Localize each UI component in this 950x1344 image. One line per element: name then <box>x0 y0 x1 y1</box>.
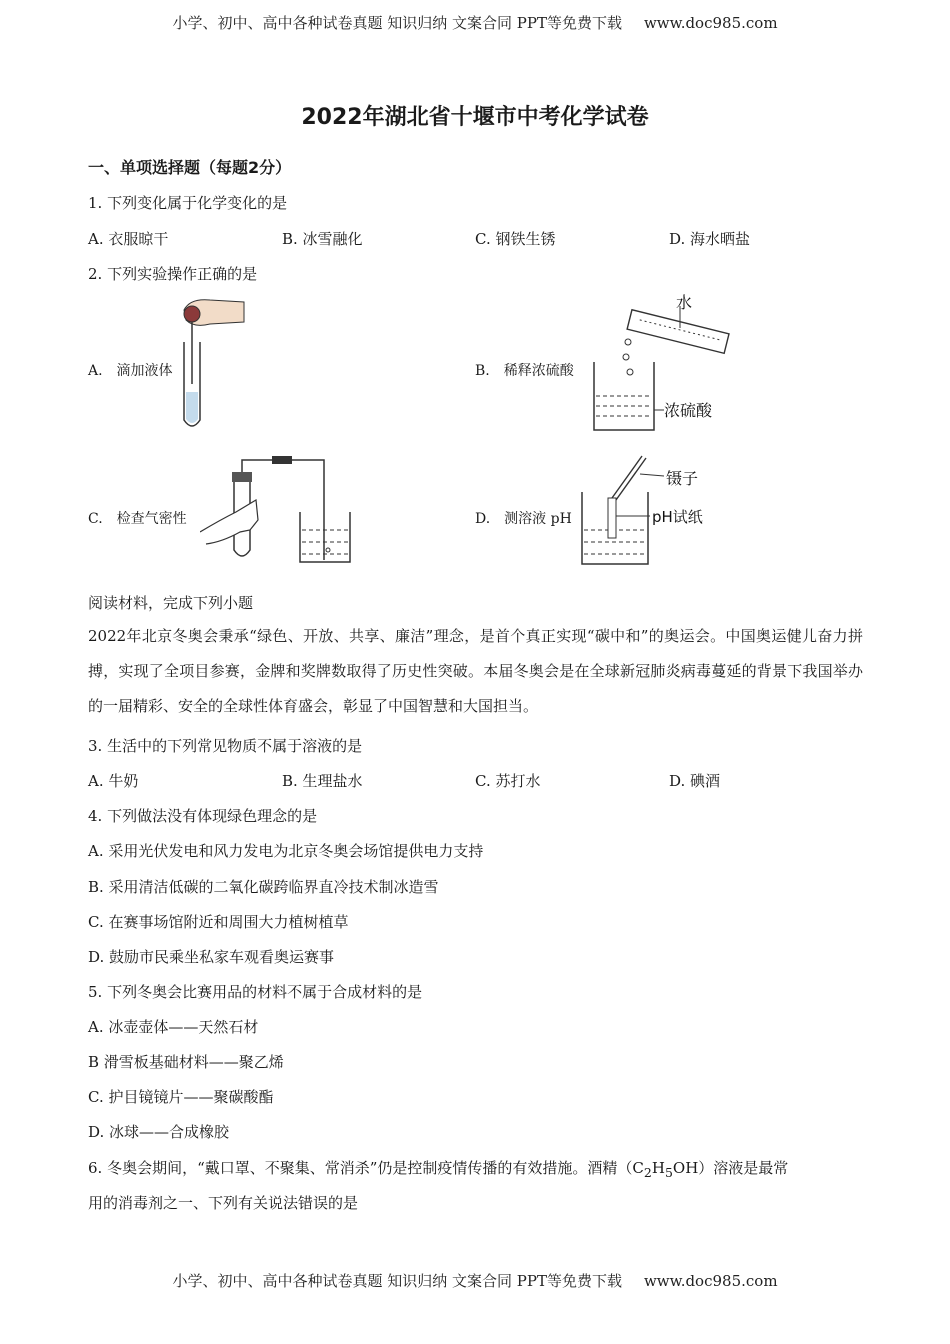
q1-stem: 1. 下列变化属于化学变化的是 <box>88 194 288 212</box>
q6-stem-line2: 用的消毒剂之一、下列有关说法错误的是 <box>88 1194 359 1212</box>
q6-sub-2: 2 <box>643 1165 652 1180</box>
header-site-link[interactable]: www.doc985.com <box>643 14 778 32</box>
q1-option-b: B. 冰雪融化 <box>282 230 363 248</box>
q4-option-b: B. 采用清洁低碳的二氧化碳跨临界直冷技术制冰造雪 <box>88 878 439 896</box>
q4-option-c: C. 在赛事场馆附近和周围大力植树植草 <box>88 913 349 931</box>
q3-option-b: B. 生理盐水 <box>282 772 363 790</box>
reading-passage: 2022年北京冬奥会秉承“绿色、开放、共享、廉洁”理念，是首个真正实现“碳中和”的奥运会。中国奥运健儿奋力拼搏，实现了全项目参赛，金牌和奖牌数取得了历史性突破。本届冬奥会是在全球新冠肺炎病毒蔓延的背景下我国举办的一届精彩、安全的全球性体育盛会，彰显了中国智慧和大国担当。 <box>88 627 863 715</box>
q2-option-d: D. 测溶液 pH <box>475 511 572 527</box>
q2-option-b: B. 稀释浓硫酸 <box>475 363 574 379</box>
q2-stem: 2. 下列实验操作正确的是 <box>88 265 258 283</box>
q6-h: H <box>651 1159 665 1177</box>
q5-stem: 5. 下列冬奥会比赛用品的材料不属于合成材料的是 <box>88 983 423 1001</box>
q3-option-c: C. 苏打水 <box>475 772 541 790</box>
q4-option-d: D. 鼓励市民乘坐私家车观看奥运赛事 <box>88 948 335 966</box>
q5-option-c: C. 护目镜镜片——聚碳酸酯 <box>88 1088 274 1106</box>
q5-option-a: A. 冰壶壶体——天然石材 <box>88 1018 259 1036</box>
q5-option-b: B 滑雪板基础材料——聚乙烯 <box>88 1053 284 1071</box>
airtightness-figure <box>200 450 360 570</box>
q5-option-d: D. 冰球——合成橡胶 <box>88 1123 230 1141</box>
q3-stem: 3. 生活中的下列常见物质不属于溶液的是 <box>88 737 363 755</box>
q3-option-a: A. 牛奶 <box>88 772 139 790</box>
footer-slogan: 小学、初中、高中各种试卷真题 知识归纳 文案合同 PPT等免费下载 <box>172 1272 622 1290</box>
q1-option-d: D. 海水晒盐 <box>669 230 751 248</box>
section-heading: 一、单项选择题（每题2分） <box>88 158 292 177</box>
footer-site-link[interactable]: www.doc985.com <box>643 1272 778 1290</box>
q3-option-d: D. 碘酒 <box>669 772 721 790</box>
water-label: 水 <box>676 293 693 312</box>
q4-stem: 4. 下列做法没有体现绿色理念的是 <box>88 807 318 825</box>
page-header <box>0 12 950 33</box>
dilute-acid-figure <box>580 292 740 432</box>
header-slogan: 小学、初中、高中各种试卷真题 知识归纳 文案合同 PPT等免费下载 <box>172 14 622 32</box>
q1-option-c: C. 钢铁生锈 <box>475 230 556 248</box>
dropper-figure <box>170 292 250 432</box>
page-title: 2022年湖北省十堰市中考化学试卷 <box>301 105 649 130</box>
page-footer <box>0 1270 950 1291</box>
q1-option-a: A. 衣服晾干 <box>88 230 169 248</box>
reading-intro: 阅读材料，完成下列小题 <box>88 594 254 612</box>
q2-option-a: A. 滴加液体 <box>88 363 173 379</box>
tweezers-label: 镊子 <box>666 469 699 488</box>
q6-stem-post: OH）溶液是最常 <box>672 1159 789 1177</box>
concentrated-acid-label: 浓硫酸 <box>664 401 713 420</box>
q6-stem-pre: 6. 冬奥会期间，“戴口罩、不聚集、常消杀”仍是控制疫情传播的有效措施。酒精（C <box>88 1159 644 1177</box>
ph-paper-label: pH试纸 <box>652 508 703 526</box>
q2-option-c: C. 检查气密性 <box>88 511 187 527</box>
q4-option-a: A. 采用光伏发电和风力发电为北京冬奥会场馆提供电力支持 <box>88 842 484 860</box>
q6-stem <box>88 1157 788 1180</box>
q6-sub-5: 5 <box>664 1165 673 1180</box>
ph-test-figure <box>578 452 728 570</box>
